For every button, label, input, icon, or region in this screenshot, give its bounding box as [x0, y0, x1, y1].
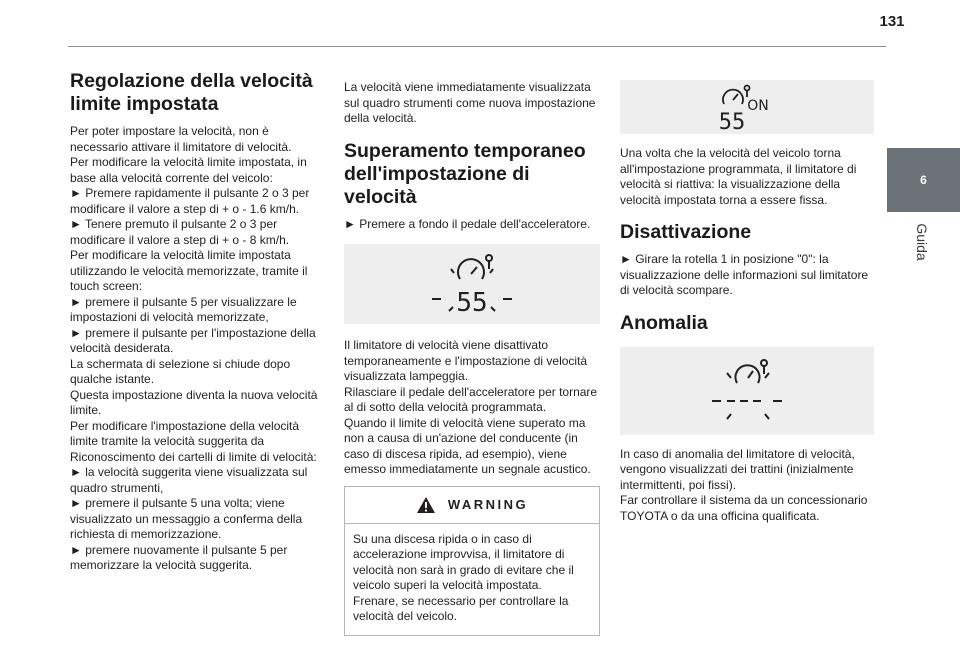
illustration-flashing-speed: [344, 244, 600, 324]
paragraph: La schermata di selezione si chiude dopo qualche istante.: [70, 356, 291, 386]
paragraph: Questa impostazione diventa la nuova velocità limite.: [70, 387, 318, 417]
warning-text: Su una discesa ripida o in caso di accelerazione improvvisa, il limitatore di velocità non sarà in grado di evitare che il veicolo superi la velocità impostata.: [353, 531, 574, 592]
paragraph: In caso di anomalia del limitatore di velocità, vengono visualizzati dei trattini (inizialmente intermittenti, poi fissi).: [620, 446, 855, 492]
step: ► Premere a fondo il pedale dell'acceleratore.: [344, 216, 591, 231]
step: ► premere il pulsante per l'impostazione della velocità desiderata.: [70, 325, 316, 355]
illustration-speed-on: [620, 80, 874, 134]
section-title-disattivazione: Disattivazione: [620, 221, 752, 243]
paragraph: Far controllare il sistema da un concessionario TOYOTA o da una officina qualificata.: [620, 493, 868, 523]
col1-body: [70, 124, 326, 574]
column-middle: [344, 80, 600, 636]
paragraph: Per modificare la velocità limite impostata, in base alla velocità corrente del veicolo:: [70, 155, 307, 185]
speedometer-on-icon: [712, 82, 782, 132]
paragraph: Per modificare l'impostazione della velocità limite tramite la velocità suggerita da Riconoscimento dei cartelli di limite di velocità:: [70, 418, 317, 464]
step: ► premere nuovamente il pulsante 5 per memorizzare la velocità suggerita.: [70, 542, 288, 572]
paragraph: Quando il limite di velocità viene superato ma non a causa di un'azione del conducente (in caso di discesa ripida, ad esempio), viene emesso immediatamente un segnale acustico.: [344, 415, 591, 476]
warning-rule: [345, 523, 599, 524]
step: ► premere il pulsante 5 per visualizzare le impostazioni di velocità memorizzate,: [70, 294, 297, 324]
column-right: [620, 80, 874, 524]
paragraph: Per poter impostare la velocità, non è necessario attivare il limitatore di velocità.: [70, 124, 292, 154]
chapter-title: Guida: [914, 223, 930, 261]
step: ► Premere rapidamente il pulsante 2 o 3 per modificare il valore a step di + o - 1.6 km/h.: [70, 186, 310, 216]
warning-box: [344, 486, 600, 636]
column-left: [70, 70, 326, 574]
warning-header: [353, 487, 591, 523]
paragraph: Rilasciare il pedale dell'acceleratore per tornare al di sotto della velocità programmata.: [344, 384, 598, 414]
header-rule: [68, 46, 886, 47]
paragraph: Per modificare la velocità limite impostata utilizzando le velocità memorizzate, tramite il touch screen:: [70, 248, 308, 293]
paragraph: Il limitatore di velocità viene disattivato temporaneamente e l'impostazione di velocità visualizzata lampeggia.: [344, 338, 588, 383]
display-digits: 55: [718, 110, 746, 132]
display-digits: 55: [456, 288, 488, 318]
section-title-regolazione: Regolazione della velocità limite impostata: [70, 70, 313, 115]
paragraph: La velocità viene immediatamente visualizzata sul quadro strumenti come nuova impostazione della velocità.: [344, 80, 596, 125]
warning-text: Frenare, se necessario per controllare la velocità del veicolo.: [353, 593, 569, 623]
warning-title: WARNING: [447, 496, 529, 512]
illustration-anomaly: [620, 347, 874, 435]
step: ► Tenere premuto il pulsante 2 o 3 per modificare il valore a step di + o - 8 km/h.: [70, 217, 290, 247]
page-number: 131: [879, 13, 905, 30]
step: ► Girare la rotella 1 in posizione "0": la visualizzazione delle informazioni sul limitatore di velocità scompare.: [620, 252, 869, 297]
chapter-label: [914, 212, 930, 272]
warning-triangle-icon: [416, 496, 436, 514]
speedometer-flashing-icon: [427, 249, 517, 319]
chapter-tab: 6: [887, 148, 960, 212]
section-title-anomalia: Anomalia: [620, 311, 708, 334]
display-on-label: ON: [747, 98, 769, 114]
section-title-superamento: Superamento temporaneo dell'impostazione di velocità: [344, 139, 586, 208]
paragraph: Una volta che la velocità del veicolo torna all'impostazione programmata, il limitatore di velocità si riattiva: la visualizzazione della velocità impostata torna a essere fissa.: [620, 146, 857, 207]
speedometer-anomaly-icon: [707, 355, 787, 427]
step: ► premere il pulsante 5 una volta; viene visualizzato un messaggio a conferma della richiesta di memorizzazione.: [70, 496, 303, 541]
step: ► la velocità suggerita viene visualizzata sul quadro strumenti,: [70, 465, 308, 495]
